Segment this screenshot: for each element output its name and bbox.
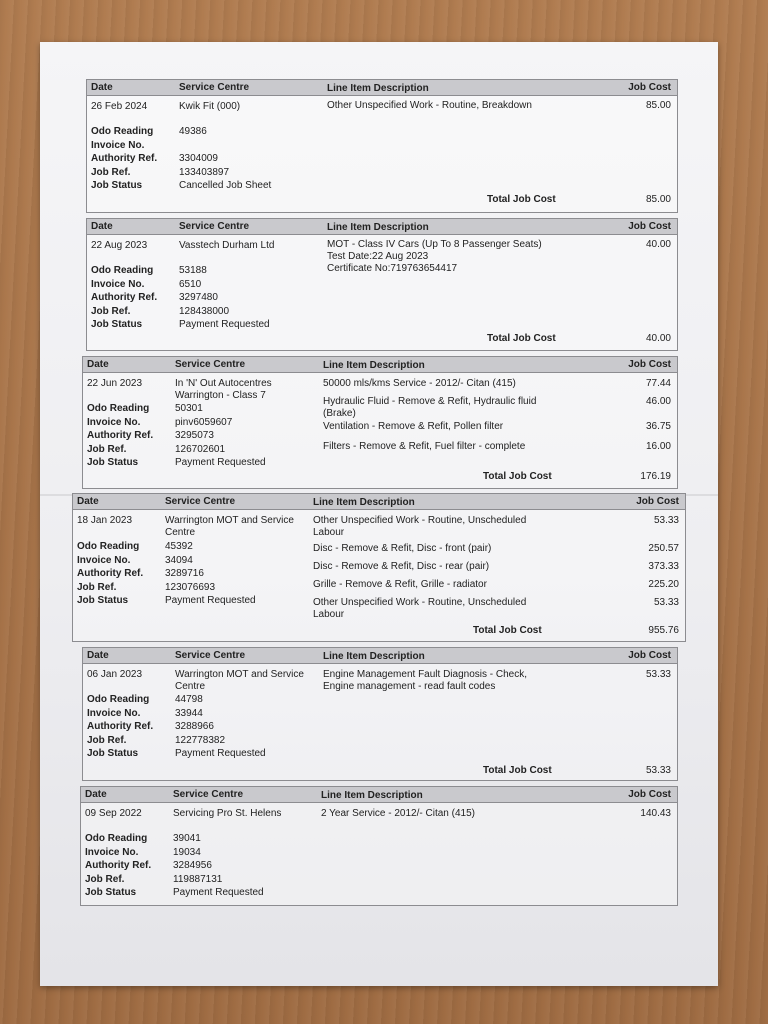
line-item-cost: 53.33 [653,515,679,526]
job-date: 22 Jun 2023 [87,378,143,389]
line-item-cost: 225.20 [648,579,679,590]
value-job-status: Payment Requested [175,748,266,759]
value-job-ref: 123076693 [165,581,216,593]
value-job-status: Payment Requested [173,887,264,898]
line-item-cost: 85.00 [645,100,671,111]
line-item-description: Other Unspecified Work - Routine, Breakdown [327,100,532,111]
value-authority: 3284956 [173,860,212,871]
job-card [86,218,678,351]
label-authority: Authority Ref. [77,568,144,579]
header-job-cost: Job Cost [628,789,671,800]
job-date: 22 Aug 2023 [91,240,148,251]
label-authority: Authority Ref. [87,430,154,441]
label-invoice: Invoice No. [85,846,139,858]
header-date: Date [85,789,107,800]
header-job-cost: Job Cost [628,650,671,661]
line-item-description: Filters - Remove & Refit, Fuel filter - complete [323,441,526,452]
job-service-centre: Warrington MOT and Service Centre [165,515,294,538]
value-odo: 53188 [179,265,207,276]
label-invoice: Invoice No. [91,278,145,290]
value-authority: 3295073 [175,430,214,441]
job-card-header [73,494,685,510]
job-card-header [83,357,677,373]
label-job-status: Job Status [91,319,143,330]
total-job-cost-label: Total Job Cost [487,194,556,205]
header-date: Date [87,650,109,661]
label-odo: Odo Reading [87,403,150,414]
value-job-ref: 128438000 [179,305,230,317]
value-job-status: Payment Requested [179,319,270,330]
job-card-header [83,648,677,664]
header-date: Date [77,496,99,507]
total-job-cost-value: 53.33 [645,765,671,776]
value-invoice: 19034 [173,846,201,858]
line-item-description: 50000 mls/kms Service - 2012/- Citan (415) [323,378,516,389]
job-card [86,79,678,213]
label-invoice: Invoice No. [91,139,145,151]
header-service-centre: Service Centre [175,650,246,661]
value-authority: 3289716 [165,568,204,579]
value-job-ref: 119887131 [173,873,223,885]
value-authority: 3304009 [179,153,218,164]
line-item-description: Disc - Remove & Refit, Disc - rear (pair) [313,561,490,572]
header-job-cost: Job Cost [628,82,671,93]
header-service-centre: Service Centre [173,789,244,800]
line-item-cost: 53.33 [653,597,679,608]
header-line-item: Line Item Description [327,83,429,94]
line-item-description: Disc - Remove & Refit, Disc - front (pair) [313,543,492,554]
total-job-cost-value: 85.00 [645,194,671,205]
job-service-centre: In 'N' Out Autocentres Warrington - Class 7 [175,378,272,401]
line-item-description: MOT - Class IV Cars (Up To 8 Passenger Seats) Test Date:22 Aug 2023 Certificate No:719763654417 [327,239,542,274]
label-odo: Odo Reading [87,694,150,705]
total-job-cost-value: 176.19 [640,471,671,482]
value-invoice: 6510 [179,278,202,290]
value-authority: 3288966 [175,721,214,732]
header-line-item: Line Item Description [321,790,423,801]
header-date: Date [91,82,113,93]
job-card-header [87,219,677,235]
label-job-status: Job Status [77,595,129,606]
header-line-item: Line Item Description [323,360,425,371]
value-job-status: Cancelled Job Sheet [179,180,272,191]
header-service-centre: Service Centre [165,496,236,507]
line-item-description: Other Unspecified Work - Routine, Unscheduled Labour [313,597,527,620]
line-item-cost: 16.00 [645,441,671,452]
value-job-ref: 126702601 [175,443,226,455]
label-job-ref: Job Ref. [87,734,127,746]
value-odo: 45392 [165,541,193,552]
label-job-status: Job Status [91,180,143,191]
label-odo: Odo Reading [91,126,154,137]
value-job-status: Payment Requested [165,595,256,606]
line-item-cost: 140.43 [640,808,671,819]
line-item-cost: 250.57 [648,543,679,554]
label-job-status: Job Status [87,457,139,468]
label-job-ref: Job Ref. [87,443,127,455]
label-authority: Authority Ref. [85,860,152,871]
job-card [72,493,686,642]
line-item-description: Grille - Remove & Refit, Grille - radiator [313,579,487,590]
label-job-ref: Job Ref. [91,166,131,178]
label-job-ref: Job Ref. [85,873,125,885]
header-date: Date [87,359,109,370]
header-line-item: Line Item Description [313,497,415,508]
line-item-cost: 36.75 [645,421,671,432]
value-authority: 3297480 [179,292,218,303]
value-invoice: pinv6059607 [175,416,233,428]
label-job-ref: Job Ref. [91,305,131,317]
line-item-description: Engine Management Fault Diagnosis - Check, Engine management - read fault codes [323,669,527,692]
header-line-item: Line Item Description [327,222,429,233]
header-service-centre: Service Centre [175,359,246,370]
job-card-header [81,787,677,803]
value-invoice: 33944 [175,707,203,719]
header-service-centre: Service Centre [179,82,250,93]
total-job-cost-label: Total Job Cost [487,333,556,344]
job-card-header [87,80,677,96]
job-date: 09 Sep 2022 [85,808,142,819]
label-invoice: Invoice No. [87,707,141,719]
label-authority: Authority Ref. [87,721,154,732]
line-item-description: 2 Year Service - 2012/- Citan (415) [321,808,475,819]
line-item-cost: 373.33 [648,561,679,572]
line-item-cost: 40.00 [645,239,671,250]
label-job-ref: Job Ref. [77,581,117,593]
label-authority: Authority Ref. [91,153,158,164]
header-line-item: Line Item Description [323,651,425,662]
line-item-cost: 53.33 [645,669,671,680]
value-odo: 50301 [175,403,203,414]
label-job-status: Job Status [87,748,139,759]
job-service-centre: Vasstech Durham Ltd [179,240,275,251]
job-date: 26 Feb 2024 [91,101,148,112]
label-authority: Authority Ref. [91,292,158,303]
job-date: 18 Jan 2023 [77,515,133,526]
value-odo: 39041 [173,833,201,844]
header-date: Date [91,221,113,232]
job-service-centre: Servicing Pro St. Helens [173,808,282,819]
value-invoice: 34094 [165,554,193,566]
line-item-description: Ventilation - Remove & Refit, Pollen filter [323,421,504,432]
label-job-status: Job Status [85,887,137,898]
value-odo: 49386 [179,126,207,137]
value-job-ref: 133403897 [179,166,230,178]
total-job-cost-value: 955.76 [648,625,679,636]
job-service-centre: Warrington MOT and Service Centre [175,669,304,692]
job-card [80,786,678,906]
label-invoice: Invoice No. [77,554,131,566]
header-service-centre: Service Centre [179,221,250,232]
total-job-cost-label: Total Job Cost [483,765,552,776]
total-job-cost-label: Total Job Cost [473,625,542,636]
job-card [82,647,678,781]
line-item-cost: 46.00 [645,396,671,407]
header-job-cost: Job Cost [636,496,679,507]
label-odo: Odo Reading [77,541,140,552]
label-odo: Odo Reading [91,265,154,276]
job-service-centre: Kwik Fit (000) [179,101,241,112]
job-date: 06 Jan 2023 [87,669,143,680]
line-item-cost: 77.44 [645,378,671,389]
value-job-status: Payment Requested [175,457,266,468]
label-odo: Odo Reading [85,833,148,844]
total-job-cost-label: Total Job Cost [483,471,552,482]
job-card [82,356,678,489]
value-odo: 44798 [175,694,203,705]
header-job-cost: Job Cost [628,221,671,232]
header-job-cost: Job Cost [628,359,671,370]
line-item-description: Other Unspecified Work - Routine, Unscheduled Labour [313,515,527,538]
value-job-ref: 122778382 [175,734,226,746]
label-invoice: Invoice No. [87,416,141,428]
total-job-cost-value: 40.00 [645,333,671,344]
line-item-description: Hydraulic Fluid - Remove & Refit, Hydraulic fluid (Brake) [323,396,537,419]
